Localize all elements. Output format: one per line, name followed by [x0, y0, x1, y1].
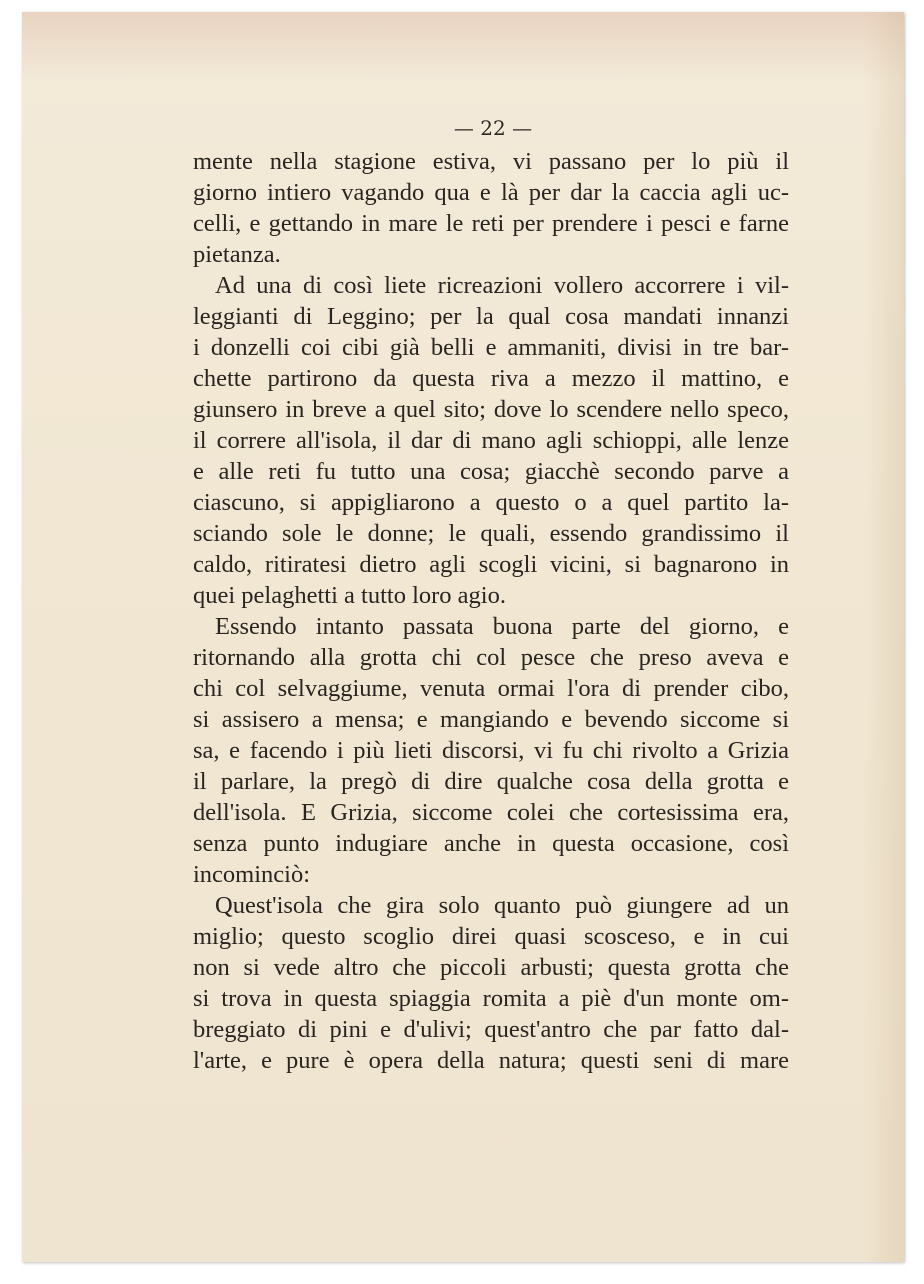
- text-line: si trova in questa spiaggia romita a piè d'un monte om-: [193, 985, 789, 1012]
- text-line: celli, e gettando in mare le reti per prendere i pesci e farne: [193, 210, 789, 237]
- text-line: breggiato di pini e d'ulivi; quest'antro che par fatto dal-: [193, 1016, 789, 1043]
- text-line: leggianti di Leggino; per la qual cosa mandati innanzi: [193, 303, 789, 330]
- text-line: quei pelaghetti a tutto loro agio.: [193, 582, 506, 609]
- text-line: mente nella stagione estiva, vi passano per lo più il: [193, 148, 789, 175]
- text-line: non si vede altro che piccoli arbusti; questa grotta che: [193, 954, 789, 981]
- text-line: ciascuno, si appigliarono a questo o a quel partito la-: [193, 489, 789, 516]
- page-number: — 22 —: [453, 116, 533, 140]
- text-line: giorno intiero vagando qua e là per dar la caccia agli uc-: [193, 179, 789, 206]
- text-line: caldo, ritiratesi dietro agli scogli vicini, si bagnarono in: [193, 551, 789, 578]
- text-line: l'arte, e pure è opera della natura; questi seni di mare: [193, 1047, 789, 1074]
- text-line: il parlare, la pregò di dire qualche cosa della grotta e: [193, 768, 789, 795]
- text-line: miglio; questo scoglio direi quasi scosceso, e in cui: [193, 923, 789, 950]
- text-line: chi col selvaggiume, venuta ormai l'ora di prender cibo,: [193, 675, 789, 702]
- text-line: ritornando alla grotta chi col pesce che preso aveva e: [193, 644, 789, 671]
- text-line: i donzelli coi cibi già belli e ammaniti, divisi in tre bar-: [193, 334, 789, 361]
- text-line: sciando sole le donne; le quali, essendo grandissimo il: [193, 520, 789, 547]
- text-line: Essendo intanto passata buona parte del giorno, e: [215, 613, 789, 640]
- text-line: il correre all'isola, il dar di mano agli schioppi, alle lenze: [193, 427, 789, 454]
- text-line: incominciò:: [193, 861, 311, 888]
- text-line: Quest'isola che gira solo quanto può giungere ad un: [215, 892, 789, 919]
- text-line: pietanza.: [193, 241, 281, 268]
- text-line: si assisero a mensa; e mangiando e bevendo siccome si: [193, 706, 789, 733]
- text-line: chette partirono da questa riva a mezzo il mattino, e: [193, 365, 789, 392]
- text-line: sa, e facendo i più lieti discorsi, vi fu chi rivolto a Grizia: [193, 737, 789, 764]
- text-line: dell'isola. E Grizia, siccome colei che cortesissima era,: [193, 799, 789, 826]
- text-line: Ad una di così liete ricreazioni vollero accorrere i vil-: [215, 272, 789, 299]
- text-line: e alle reti fu tutto una cosa; giacchè secondo parve a: [193, 458, 789, 485]
- body-text: [193, 146, 789, 1076]
- paper-sheet: [22, 12, 904, 1262]
- text-line: giunsero in breve a quel sito; dove lo scendere nello speco,: [193, 396, 789, 423]
- text-line: senza punto indugiare anche in questa occasione, così: [193, 830, 789, 857]
